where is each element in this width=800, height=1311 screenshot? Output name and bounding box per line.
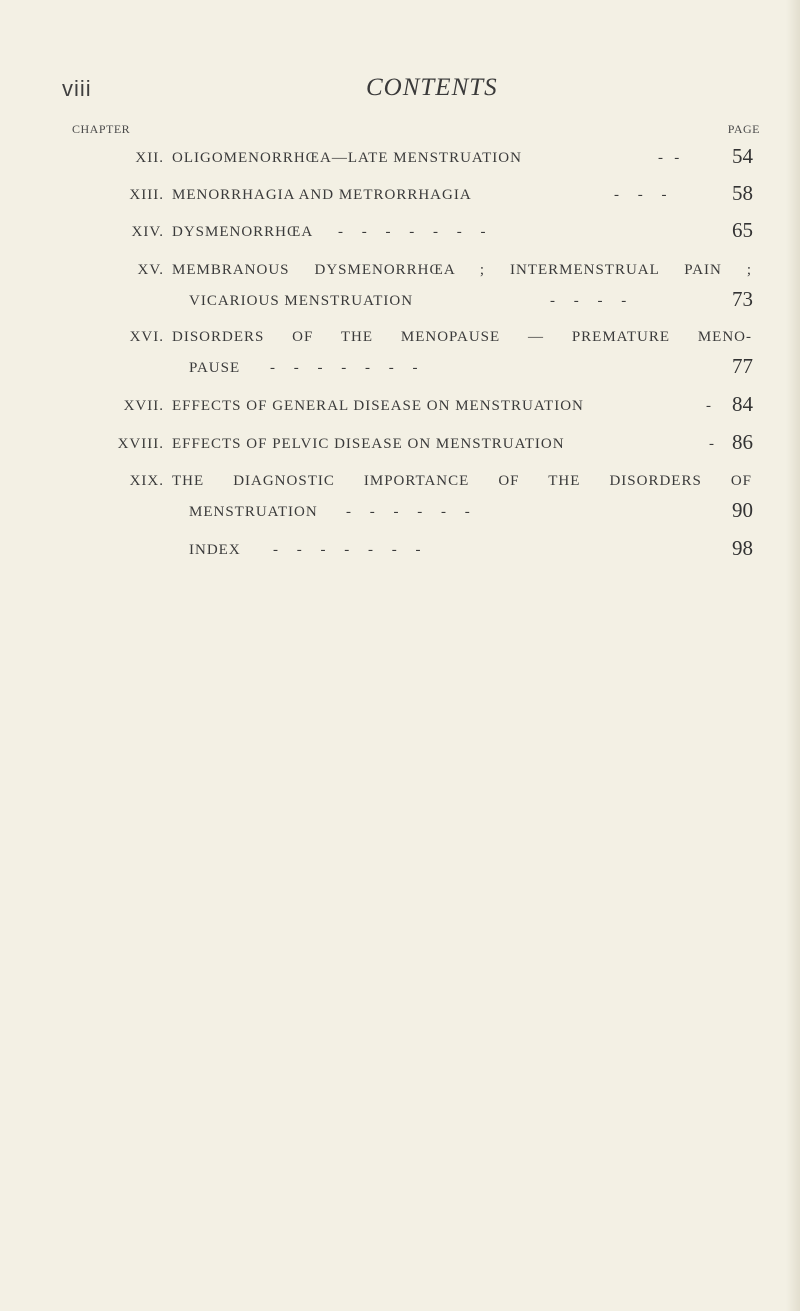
page-number: 98 (732, 536, 753, 560)
running-head (0, 74, 800, 108)
page-number: 90 (732, 498, 753, 522)
chapter-number: XIII. (129, 187, 164, 203)
page-number: 86 (732, 430, 753, 454)
entry-title: INDEX (189, 542, 241, 558)
page-number: 77 (732, 354, 753, 378)
page-number: 54 (732, 144, 753, 168)
running-title: CONTENTS (366, 74, 498, 101)
dot-leader: - - (658, 150, 680, 166)
entry-title-line-2: VICARIOUS MENSTRUATION (189, 293, 414, 309)
page-number: 73 (732, 287, 753, 311)
dot-leader: - - - - - - - (273, 542, 421, 558)
column-headings (0, 122, 800, 138)
entry-title: EFFECTS OF PELVIC DISEASE ON MENSTRUATION (172, 436, 565, 452)
entry-title: MENORRHAGIA AND METRORRHAGIA (172, 187, 472, 203)
chapter-number: XIV. (131, 224, 164, 240)
dot-leader: - - - - - - - (338, 224, 486, 240)
entry-title: OLIGOMENORRHŒA—LATE MENSTRUATION (172, 150, 522, 166)
dot-leader: - (709, 436, 714, 452)
page-number: 84 (732, 392, 753, 416)
page-number: 65 (732, 218, 753, 242)
chapter-number: XVI. (129, 329, 164, 345)
entry-title-line-1: MEMBRANOUS DYSMENORRHŒA ; INTERMENSTRUAL PAIN ; (172, 262, 752, 278)
dot-leader: - - - (614, 187, 667, 203)
dot-leader: - (706, 398, 711, 414)
chapter-number: XIX. (129, 473, 164, 489)
entry-title-line-2: MENSTRUATION (189, 504, 318, 520)
page-column-heading: PAGE (727, 122, 760, 136)
entry-title: EFFECTS OF GENERAL DISEASE ON MENSTRUATION (172, 398, 584, 414)
chapter-number: XV. (137, 262, 164, 278)
chapter-number: XII. (135, 150, 164, 166)
dot-leader: - - - - - - - (270, 360, 418, 376)
chapter-column-heading: CHAPTER (72, 122, 131, 136)
entry-title: DYSMENORRHŒA (172, 224, 314, 240)
entry-title-line-2: PAUSE (189, 360, 241, 376)
chapter-number: XVII. (123, 398, 164, 414)
dot-leader: - - - - (550, 293, 627, 309)
page-number: 58 (732, 181, 753, 205)
dot-leader: - - - - - - (346, 504, 470, 520)
entry-title-line-1: THE DIAGNOSTIC IMPORTANCE OF THE DISORDERS OF (172, 473, 752, 489)
page-edge-shading (786, 0, 800, 1311)
page-folio: viii (62, 76, 92, 101)
chapter-number: XVIII. (117, 436, 164, 452)
entry-title-line-1: DISORDERS OF THE MENOPAUSE — PREMATURE MENO- (172, 329, 752, 345)
